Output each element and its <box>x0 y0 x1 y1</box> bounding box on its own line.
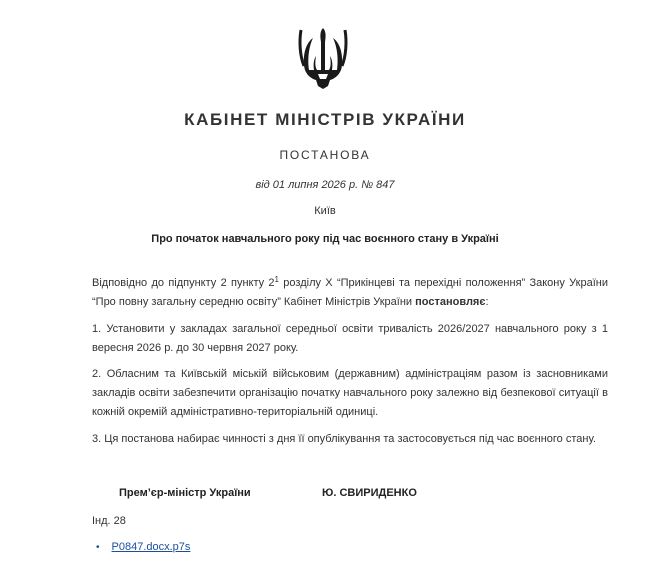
intro-text-part2: розділу X “Прикінцеві та перехідні положення” Закону України “Про повну загальну середню освіту” Кабінет Міністрів України <box>92 277 608 308</box>
document-type: ПОСТАНОВА <box>279 148 371 162</box>
clause-1: 1. Установити у закладах загальної середньої освіти тривалість 2026/2027 навчального року з 1 вересня 2026 р. до 30 червня 2027 року. <box>92 323 608 354</box>
index-number: Інд. 28 <box>92 515 126 527</box>
document-date-number: від 01 липня 2026 р. № 847 <box>255 179 395 191</box>
bullet-icon: • <box>96 542 100 553</box>
superscript-mark: 1 <box>274 275 279 284</box>
attachment-link[interactable]: P0847.docx.p7s <box>111 541 191 553</box>
intro-paragraph <box>92 274 608 312</box>
document-city: Київ <box>314 205 336 217</box>
attachment-item <box>96 541 190 553</box>
organization-name: КАБІНЕТ МІНІСТРІВ УКРАЇНИ <box>184 110 466 129</box>
ukraine-trident-icon <box>297 26 349 90</box>
signatory-name: Ю. СВИРИДЕНКО <box>322 487 417 499</box>
signatory-position: Прем’єр-міністр України <box>119 487 251 499</box>
intro-text-part1: Відповідно до підпункту 2 пункту 2 <box>92 277 275 289</box>
document-title: Про початок навчального року під час воєнного стану в Україні <box>151 233 499 245</box>
clause-3: 3. Ця постанова набирає чинності з дня її опублікування та застосовується під час воєнного стану. <box>92 433 596 445</box>
intro-text-end: : <box>485 296 489 308</box>
clause-2: 2. Обласним та Київській міській військовим (державним) адміністраціям разом із засновниками закладів освіти забезпечити організацію початку навчального року залежно від безпекової ситуації в кожній окремій адміністративно-територіальній одиниці. <box>92 368 608 418</box>
resolves-word: постановляє <box>415 296 486 308</box>
